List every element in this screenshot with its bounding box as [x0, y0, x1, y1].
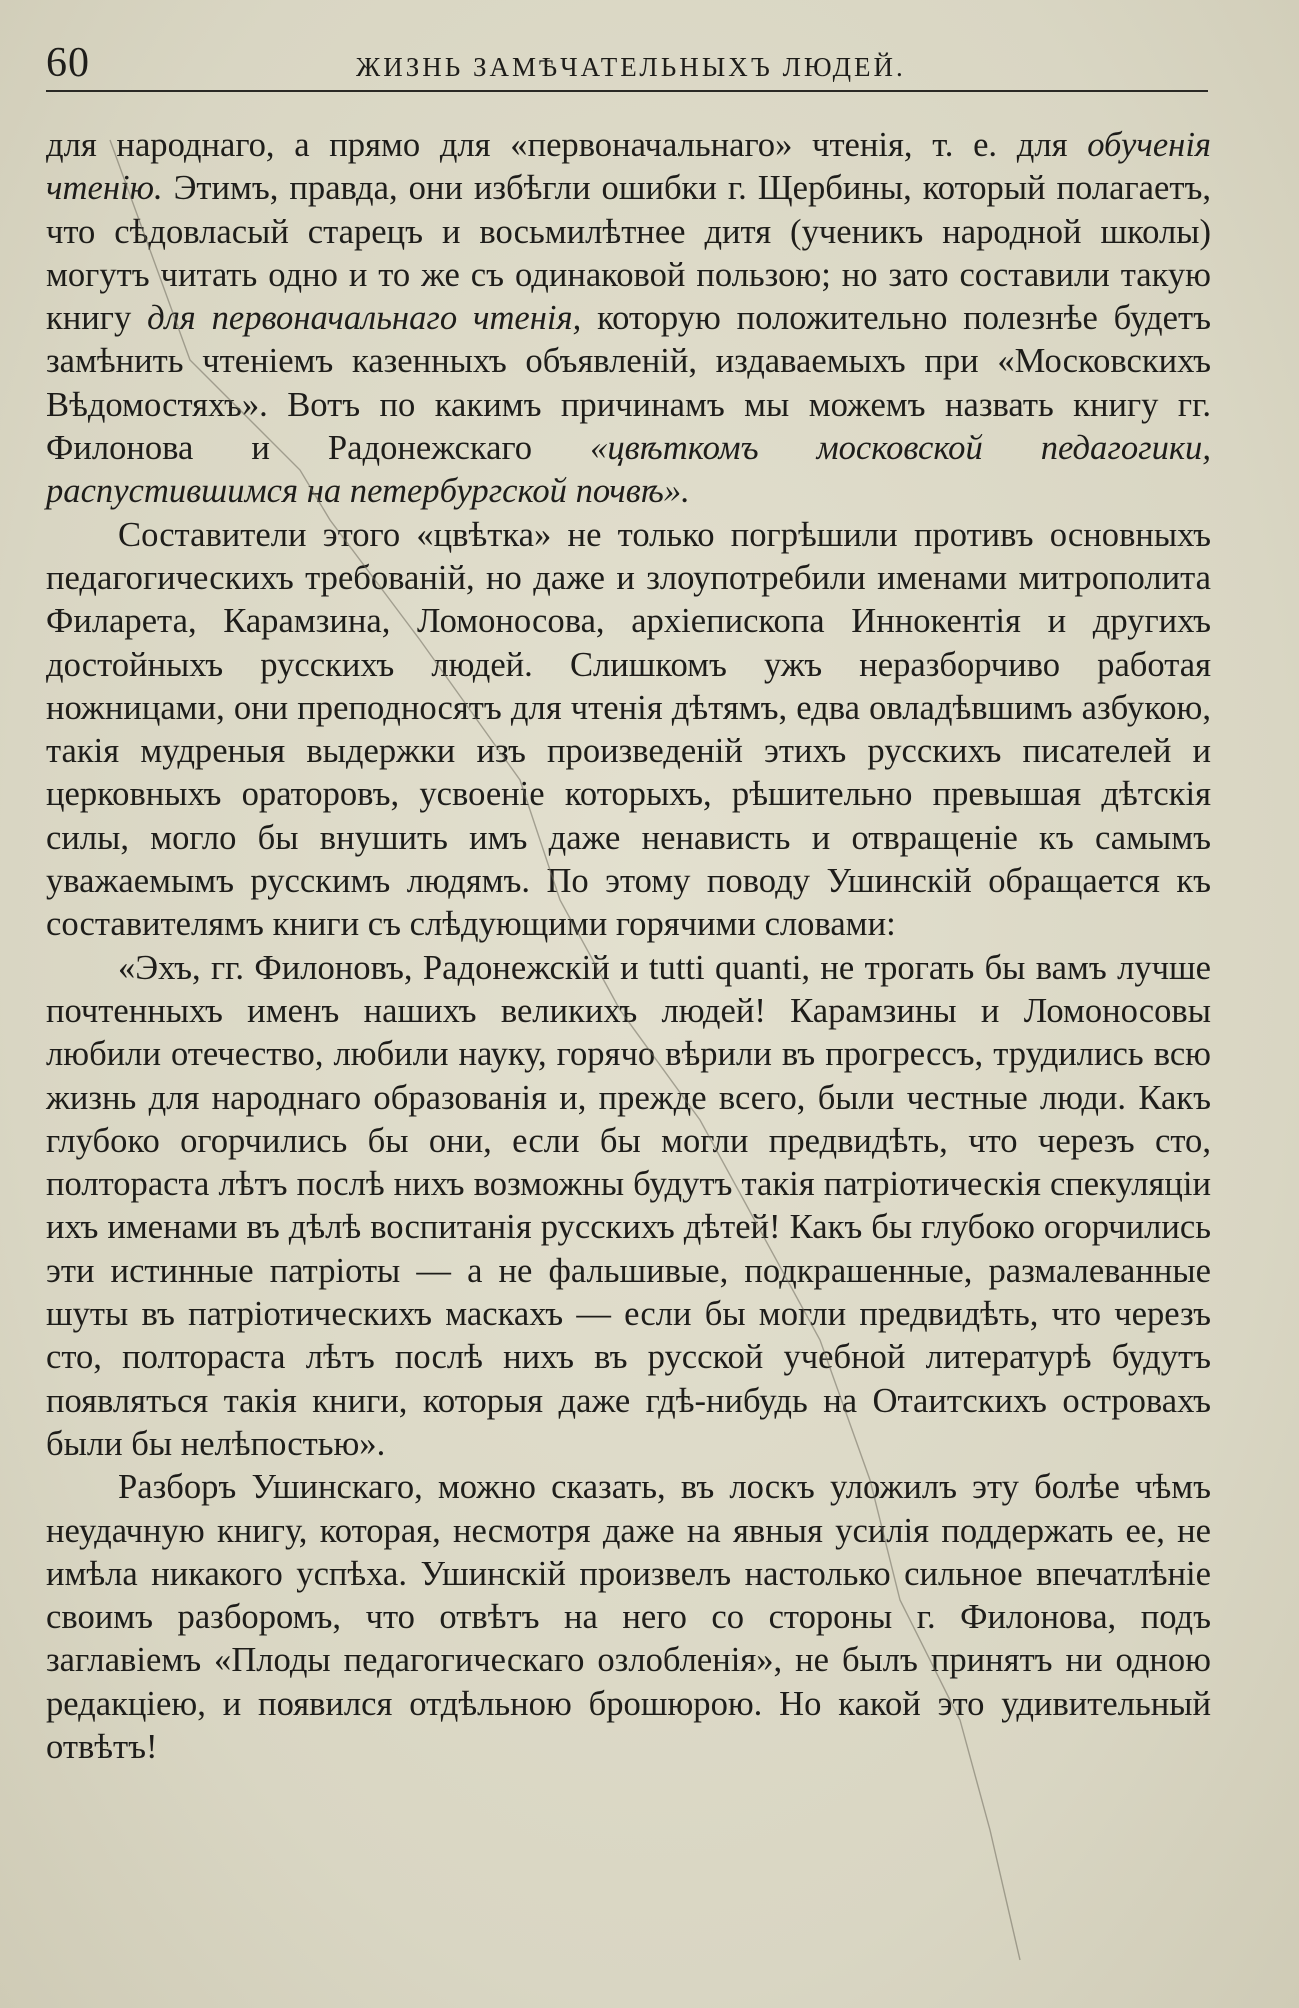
page-header: [46, 38, 1208, 92]
italic-segment: для первоначальнаго чтенія,: [147, 299, 582, 338]
body-text: [46, 124, 1211, 1769]
italic-segment: обученія чтенію.: [46, 126, 1211, 208]
text-segment: которую положительно полезнѣе будетъ замѣнить чтеніемъ казенныхъ объявленій, издаваемыхъ при «Московскихъ Вѣдомостяхъ». Вотъ по какимъ причинамъ мы можемъ назвать книгу гг. Филонова и Радонежскаго: [46, 299, 1211, 468]
italic-segment: «цвѣткомъ московской педагогики, распустившимся на петербургской почвѣ».: [46, 429, 1211, 511]
text-segment: Этимъ, правда, они избѣгли ошибки г. Щербины, который полагаетъ, что сѣдовласый старецъ и восьмилѣтнее дитя (ученикъ народной школы) могутъ читать одно и то же съ одинаковой пользою; но зато составили такую книгу: [46, 169, 1211, 338]
quotation-paragraph: [46, 947, 1211, 1467]
text-segment: Составители этого «цвѣтка» не только погрѣшили противъ основныхъ педагогическихъ требованій, но даже и злоупотребили именами митрополита Филарета, Карамзина, Ломоносова, архіепископа Иннокентія и другихъ достойныхъ русскихъ людей. Слишкомъ ужъ неразборчиво работая ножницами, они преподносятъ для чтенія дѣтямъ, едва овладѣвшимъ азбукою, такія мудреныя выдержки изъ произведеній этихъ русскихъ писателей и церковныхъ ораторовъ, усвоеніе которыхъ, рѣшительно превышая дѣтскія силы, могло бы внушить имъ даже ненависть и отвращеніе къ самымъ уважаемымъ русскимъ людямъ. По этому поводу Ушинскій обращается къ составителямъ книги съ слѣдующими горячими словами:: [46, 515, 1211, 944]
paragraph: [46, 124, 1211, 514]
text-segment: для народнаго, а прямо для «первоначальнаго» чтенія, т. е. для: [46, 126, 1088, 164]
text-segment: Разборъ Ушинскаго, можно сказать, въ лоскъ уложилъ эту болѣе чѣмъ неудачную книгу, которая, несмотря даже на явныя усилія поддержать ее, не имѣла никакого успѣха. Ушинскій произвелъ настолько сильное впечатлѣніе своимъ разборомъ, что отвѣтъ на него со стороны г. Филонова, подъ заглавіемъ «Плоды педагогическаго озлобленія», не былъ принятъ ни одною редакціею, и появился отдѣльною брошюрою. Но какой это удивительный отвѣтъ!: [46, 1468, 1211, 1766]
page-number: 60: [46, 40, 90, 86]
paragraph: [46, 514, 1211, 947]
paragraph: [46, 1466, 1211, 1769]
text-segment: «Эхъ, гг. Филоновъ, Радонежскій и tutti quanti, не трогать бы вамъ лучше почтенныхъ именъ нашихъ великихъ людей! Карамзины и Ломоносовы любили отечество, любили науку, горячо вѣрили въ прогрессъ, трудились всю жизнь для народнаго образованія и, прежде всего, были честные люди. Какъ глубоко огорчились бы они, если бы могли предвидѣть, что черезъ сто, полтораста лѣтъ послѣ нихъ возможны будутъ такія патріотическія спекуляціи ихъ именами въ дѣлѣ воспитанія русскихъ дѣтей! Какъ бы глубоко огорчились эти истинные патріоты — а не фальшивые, подкрашенные, размалеванные шуты въ патріотическихъ маскахъ — если бы могли предвидѣть, что черезъ сто, полтораста лѣтъ послѣ нихъ въ русской учебной литературѣ будутъ появляться такія книги, которыя даже гдѣ-нибудь на Отаитскихъ островахъ были бы нелѣпостью».: [46, 948, 1211, 1463]
running-title: ЖИЗНЬ ЗАМѢЧАТЕЛЬНЫХЪ ЛЮДЕЙ.: [356, 52, 906, 82]
